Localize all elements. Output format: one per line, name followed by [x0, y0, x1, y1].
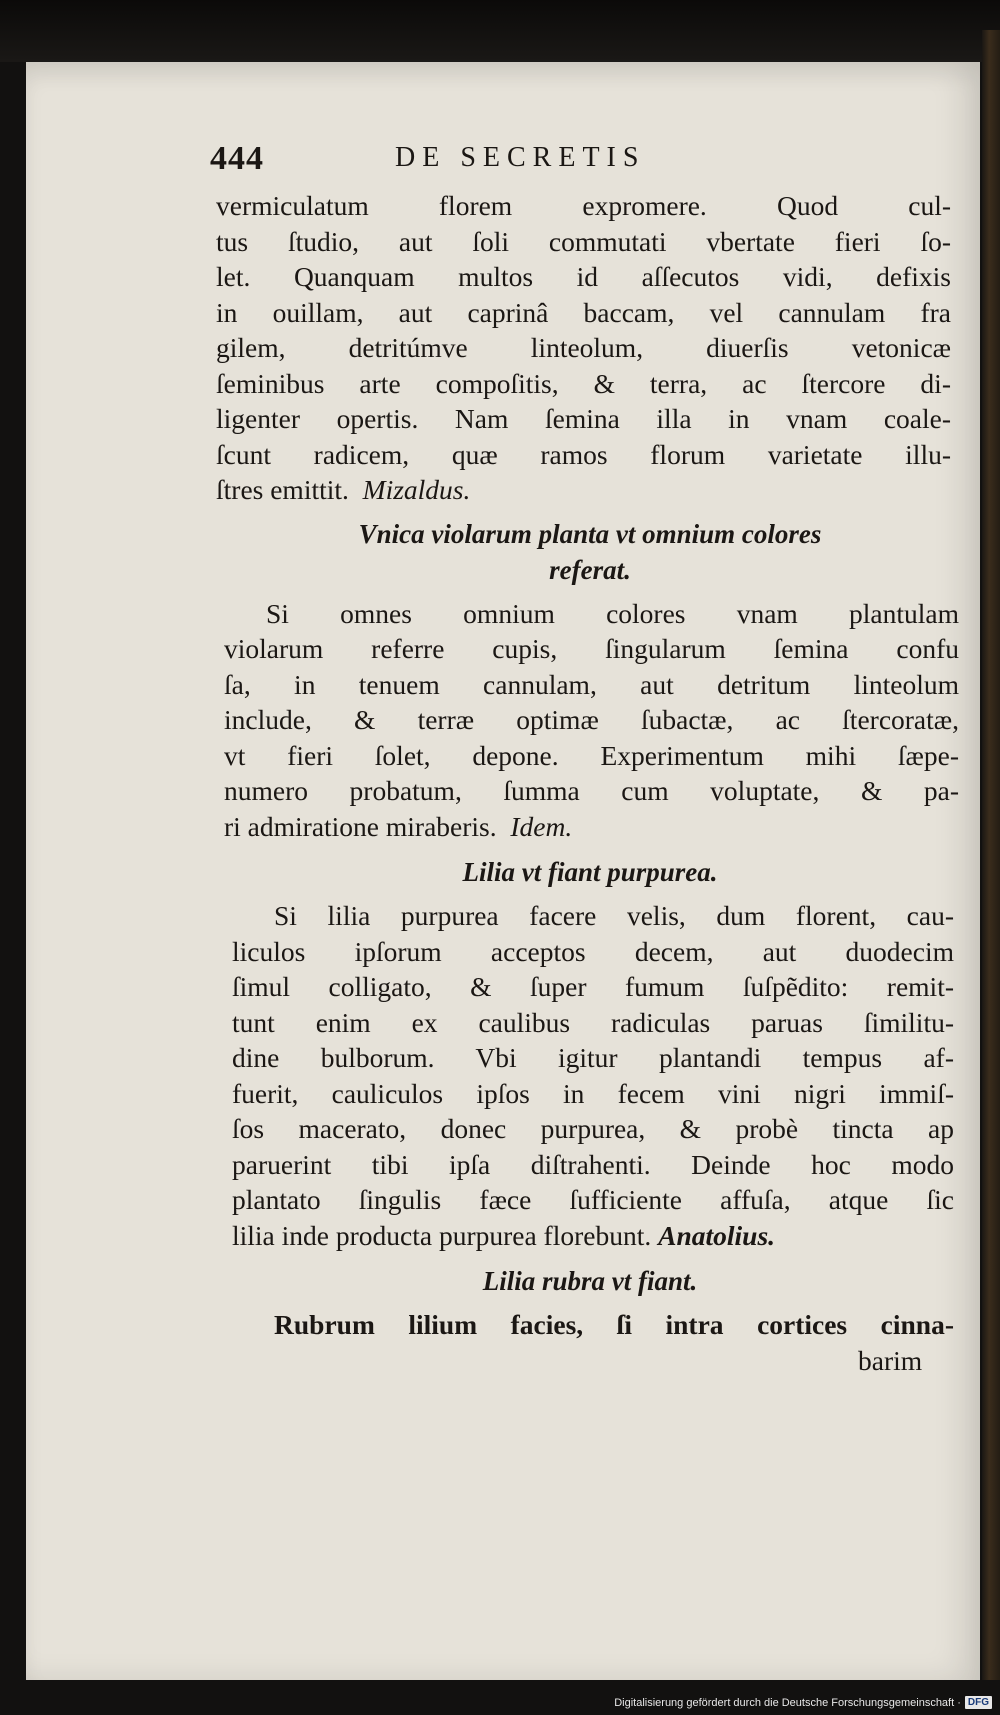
attribution: Anatolius.	[658, 1219, 776, 1251]
text-line: in ouillam, aut caprinâ baccam, vel cannulam fra	[216, 296, 951, 328]
text-line: ſeminibus arte compoſitis, & terra, ac ſtercore di-	[216, 367, 951, 399]
scan-top-edge	[0, 0, 1000, 62]
book-spine-edge	[982, 30, 1000, 1680]
text-line: violarum referre cupis, ſingularum ſemina confu	[224, 633, 959, 664]
text-line: Si lilia purpurea facere velis, dum florent, cau-	[274, 900, 954, 931]
dfg-logo-icon: DFG	[965, 1696, 992, 1709]
catchword: barim	[858, 1344, 923, 1376]
heading-line: referat.	[549, 554, 631, 585]
paragraph-3	[210, 898, 955, 1253]
text-line-last	[224, 809, 959, 845]
text-line: Si omnes omnium colores vnam plantulam	[266, 597, 959, 629]
section-heading	[230, 516, 950, 588]
text-line: dine bulborum. Vbi igitur plantandi tempus af-	[232, 1042, 954, 1073]
text-line: ſcunt radicem, quæ ramos florum varietate illu-	[216, 438, 951, 470]
text-line: ſimul colligato, & ſuper fumum ſuſpẽdito: remit-	[232, 971, 954, 1002]
heading-line: Lilia rubra vt fiant.	[482, 1266, 698, 1296]
text-line: paruerint tibi ipſa diſtrahenti. Deinde hoc modo	[232, 1148, 954, 1180]
text-line-last	[232, 1218, 954, 1254]
text-line: tunt enim ex caulibus radiculas paruas ſimilitu-	[232, 1006, 954, 1038]
last-line-text: ſtres emittit.	[216, 474, 349, 505]
page-number: 444	[210, 140, 264, 177]
text-line: vt fieri ſolet, depone. Experimentum mihi ſæpe-	[224, 739, 959, 771]
attribution: Idem.	[510, 810, 573, 842]
text-line: ſos macerato, donec purpurea, & probè tincta ap	[232, 1113, 954, 1144]
text-line: let. Quanquam multos id aſſecutos vidi, defixis	[216, 261, 951, 292]
text-line: numero probatum, ſumma cum voluptate, & pa-	[224, 775, 959, 806]
heading-line: Vnica violarum planta vt omnium colores	[358, 518, 822, 549]
text-line-last	[216, 472, 951, 508]
page-text-block	[210, 140, 959, 1376]
last-line-text: lilia inde producta purpurea florebunt.	[232, 1219, 652, 1251]
text-line: liculos ipſorum acceptos decem, aut duodecim	[232, 935, 954, 967]
attribution: Mizaldus.	[362, 474, 471, 505]
heading-line: Lilia vt fiant purpurea.	[462, 857, 718, 887]
text-line: ligenter opertis. Nam ſemina illa in vnam coale-	[216, 403, 951, 434]
text-line: gilem, detritúmve linteolum, diuerſis vetonicæ	[216, 332, 951, 363]
paragraph-2	[210, 596, 959, 845]
text-line: Rubrum lilium facies, ſi intra cortices cinna-	[274, 1309, 954, 1340]
text-line: fuerit, cauliculos ipſos in fecem vini nigri immiſ-	[232, 1077, 954, 1109]
section-heading	[230, 1263, 950, 1299]
text-line: tus ſtudio, aut ſoli commutati vbertate fieri ſo-	[216, 225, 951, 257]
text-line: include, & terræ optimæ ſubactæ, ac ſtercoratæ,	[224, 704, 959, 735]
section-heading	[230, 854, 950, 890]
running-head	[210, 140, 955, 188]
paragraph-1	[210, 188, 955, 508]
text-line: ſa, in tenuem cannulam, aut detritum linteolum	[224, 668, 959, 700]
running-title: DE SECRETIS	[395, 142, 646, 173]
footer-text: Digitalisierung gefördert durch die Deutsche Forschungsgemeinschaft ·	[614, 1696, 961, 1709]
text-line: plantato ſingulis fæce ſufficiente affuſa, atque ſic	[232, 1184, 954, 1215]
paragraph-4	[210, 1307, 955, 1376]
text-line: vermiculatum florem expromere. Quod cul-	[216, 190, 951, 221]
digitization-footer	[614, 1696, 992, 1709]
last-line-text: ri admiratione miraberis.	[224, 810, 497, 842]
